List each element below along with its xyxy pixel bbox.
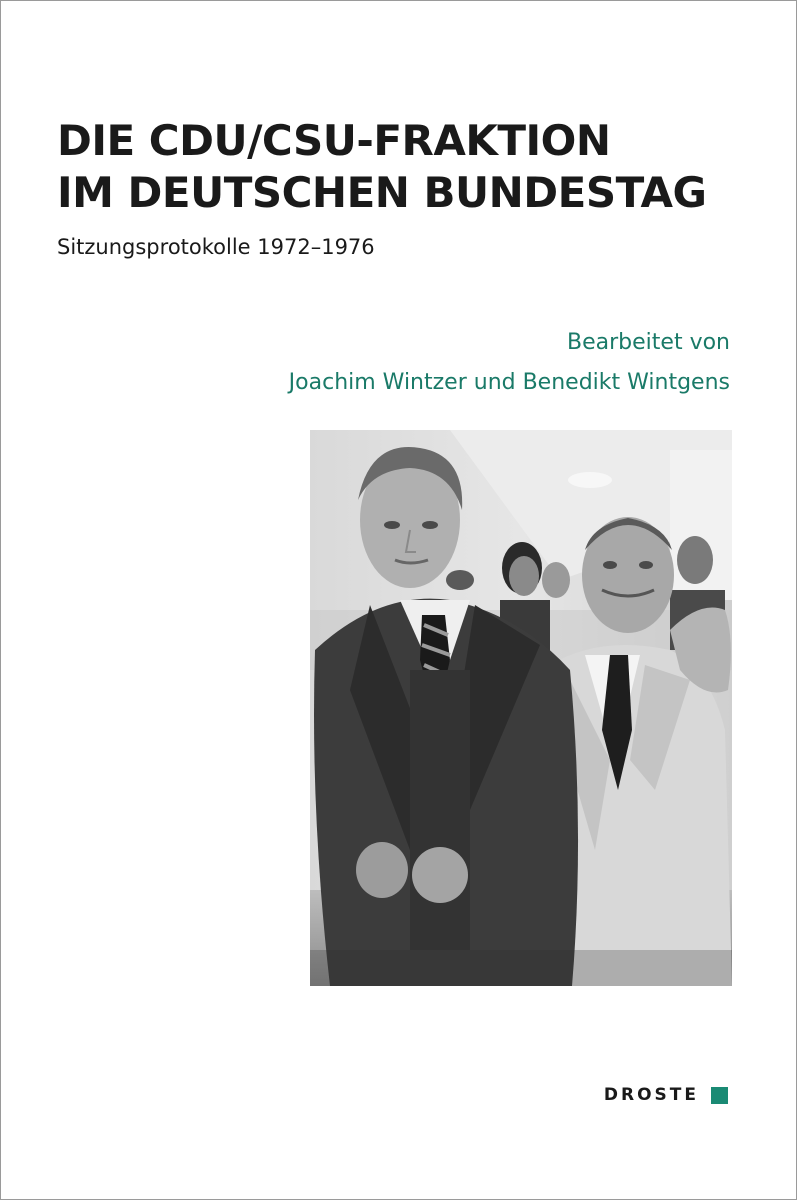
publisher-name: DROSTE bbox=[603, 1085, 699, 1105]
publisher-square-icon bbox=[711, 1087, 728, 1104]
book-title bbox=[57, 115, 706, 219]
book-subtitle: Sitzungsprotokolle 1972–1976 bbox=[57, 235, 375, 259]
title-line-1: DIE CDU/CSU-FRAKTION bbox=[57, 116, 611, 165]
editors-block bbox=[289, 323, 730, 403]
editors-names: Joachim Wintzer und Benedikt Wintgens bbox=[288, 370, 730, 395]
title-line-2: IM DEUTSCHEN BUNDESTAG bbox=[57, 168, 707, 217]
editors-label: Bearbeitet von bbox=[567, 330, 730, 355]
cover-photograph bbox=[310, 430, 732, 986]
publisher-logo bbox=[604, 1085, 728, 1105]
photo-illustration bbox=[310, 430, 732, 986]
